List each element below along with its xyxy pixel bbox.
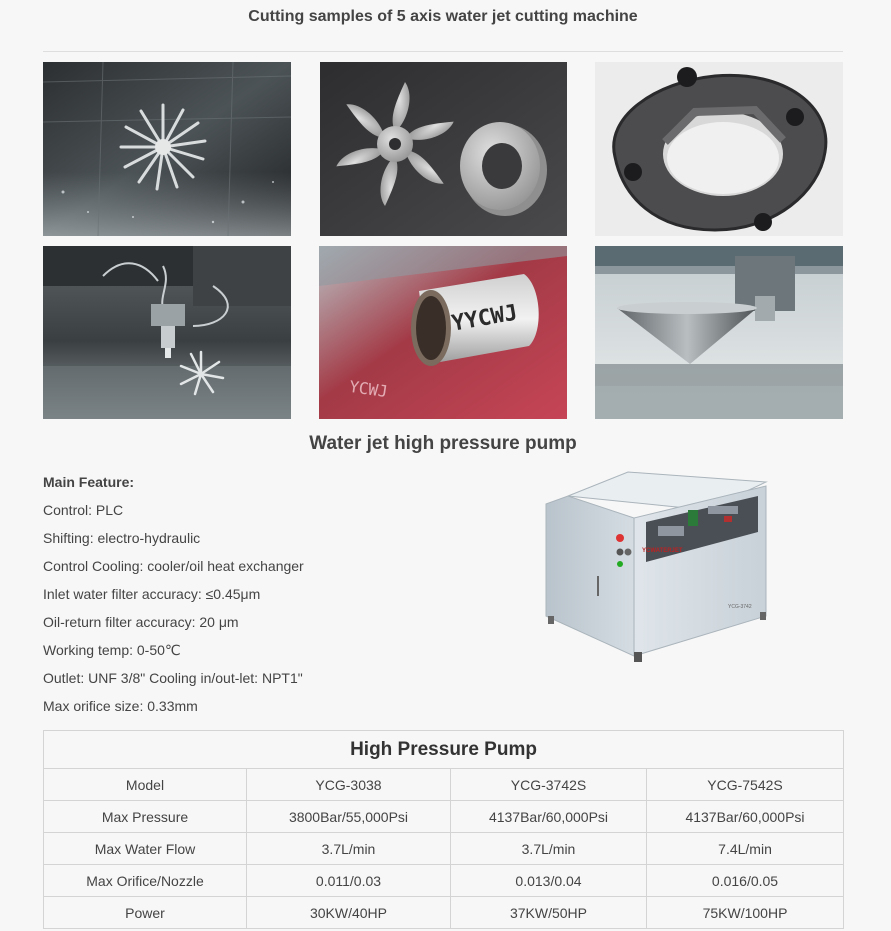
table-cell: 3.7L/min <box>247 833 451 865</box>
feature-control-cooling: Control Cooling: cooler/oil heat exchanger <box>43 558 304 574</box>
cutting-head-image <box>43 246 291 419</box>
pump-title: Water jet high pressure pump <box>309 433 577 454</box>
cone-sample-image <box>595 246 843 419</box>
feature-working-temp: Working temp: 0-50℃ <box>43 642 181 658</box>
table-cell: 0.011/0.03 <box>247 865 451 897</box>
feature-outlet: Outlet: UNF 3/8" Cooling in/out-let: NPT1" <box>43 670 303 686</box>
impeller-sample-image <box>320 62 567 236</box>
feature-inlet-filter: Inlet water filter accuracy: ≤0.45μm <box>43 586 261 602</box>
sample-photo-cutting-head <box>43 246 291 419</box>
main-features <box>43 471 513 723</box>
sample-photo-impeller-ring <box>320 62 567 236</box>
pump-brand-label: YCWATERJET <box>642 548 683 554</box>
feature-max-orifice: Max orifice size: 0.33mm <box>43 698 198 714</box>
table-cell: YCG-7542S <box>647 769 844 801</box>
feature-oil-return-filter: Oil-return filter accuracy: 20 μm <box>43 614 239 630</box>
sample-photo-cone-part <box>595 246 843 419</box>
table-row <box>44 833 844 865</box>
table-row <box>44 865 844 897</box>
features-heading: Main Feature: <box>43 474 135 490</box>
sample-photo-turbine-blades <box>43 62 291 236</box>
tube-engraving: YYCWJ <box>449 300 520 337</box>
sample-photo-flange-part <box>595 62 843 236</box>
row-label-model: Model <box>44 769 247 801</box>
table-cell: 7.4L/min <box>647 833 844 865</box>
divider <box>43 51 843 52</box>
samples-title: Cutting samples of 5 axis water jet cutting machine <box>248 8 638 25</box>
table-cell: 3800Bar/55,000Psi <box>247 801 451 833</box>
table-cell: YCG-3742S <box>451 769 647 801</box>
table-cell: 4137Bar/60,000Psi <box>647 801 844 833</box>
pump-machine-image <box>538 466 778 662</box>
table-cell: 4137Bar/60,000Psi <box>451 801 647 833</box>
pump-machine-icon <box>538 466 778 662</box>
table-cell: 37KW/50HP <box>451 897 647 929</box>
table-row <box>44 801 844 833</box>
table-cell: 75KW/100HP <box>647 897 844 929</box>
pump-model-label: YCG-3742 <box>728 604 752 610</box>
table-cell: 30KW/40HP <box>247 897 451 929</box>
pump-spec-table <box>43 730 844 929</box>
flange-sample-image <box>595 62 843 236</box>
plate-engraving: YCWJ <box>348 376 389 402</box>
feature-shifting: Shifting: electro-hydraulic <box>43 530 201 546</box>
table-row <box>44 769 844 801</box>
row-label-max-orifice-nozzle: Max Orifice/Nozzle <box>44 865 247 897</box>
table-caption: High Pressure Pump <box>44 731 844 769</box>
table-cell: YCG-3038 <box>247 769 451 801</box>
turbine-sample-image <box>43 62 291 236</box>
table-cell: 0.016/0.05 <box>647 865 844 897</box>
row-label-max-pressure: Max Pressure <box>44 801 247 833</box>
tube-sample-image <box>319 246 567 419</box>
feature-control: Control: PLC <box>43 502 124 518</box>
sample-photo-engraved-tube <box>319 246 567 419</box>
table-cell: 0.013/0.04 <box>451 865 647 897</box>
table-row <box>44 897 844 929</box>
row-label-max-water-flow: Max Water Flow <box>44 833 247 865</box>
table-cell: 3.7L/min <box>451 833 647 865</box>
row-label-power: Power <box>44 897 247 929</box>
